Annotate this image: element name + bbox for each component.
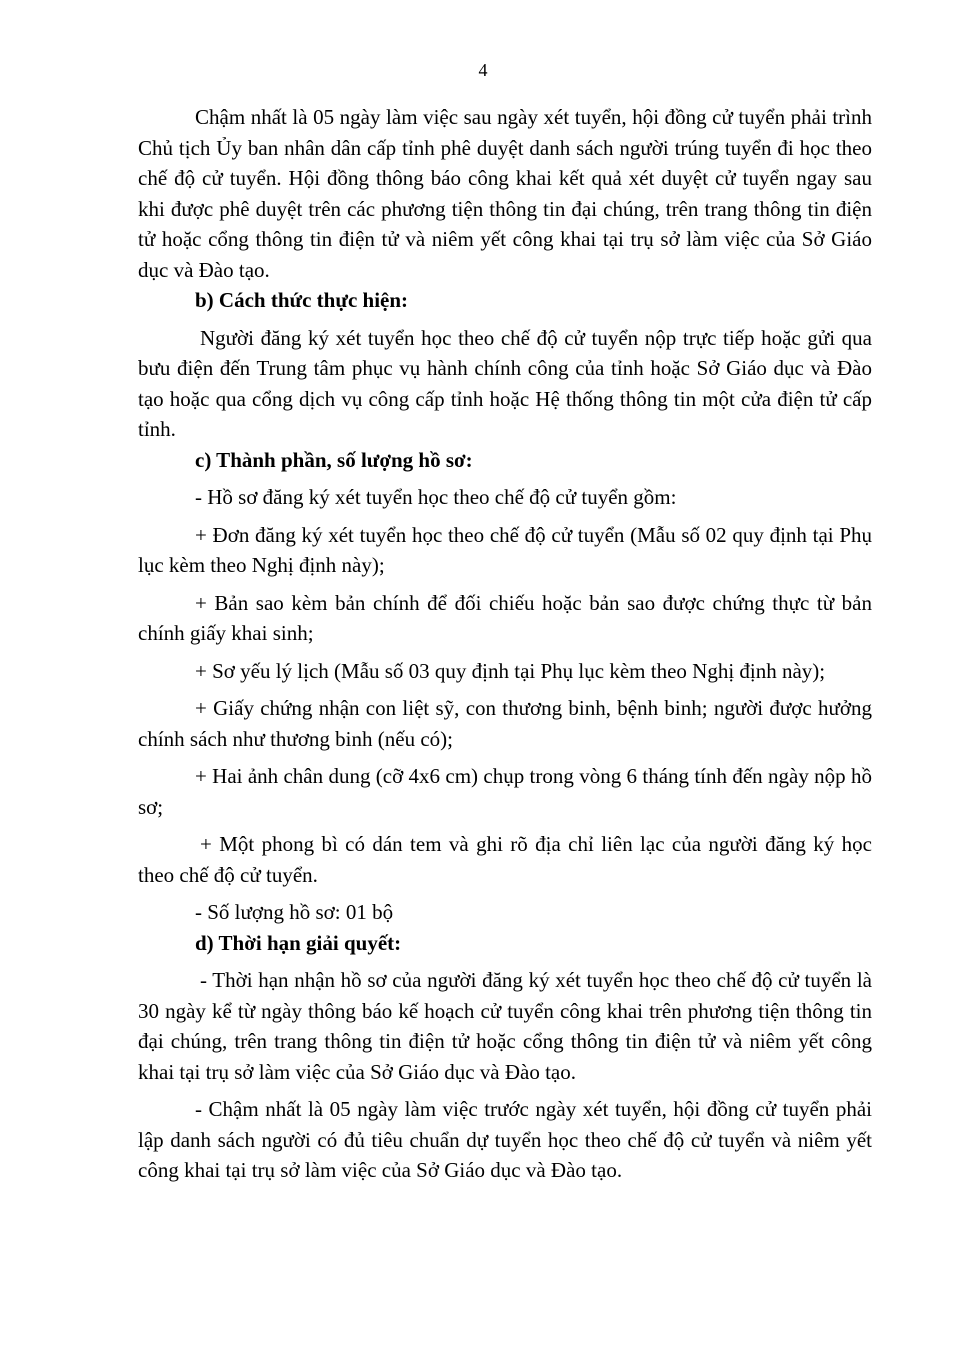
list-item-application-form: + Đơn đăng ký xét tuyển học theo chế độ cử tuyển (Mẫu số 02 quy định tại Phụ lục kèm theo Nghị định này); <box>138 522 872 577</box>
heading-dossier-components: c) Thành phần, số lượng hồ sơ: <box>195 447 473 472</box>
document-body <box>138 102 872 1186</box>
heading-processing-time: d) Thời hạn giải quyết: <box>195 930 402 955</box>
paragraph-receiving-deadline: - Thời hạn nhận hồ sơ của người đăng ký xét tuyển học theo chế độ cử tuyển là 30 ngày kể từ ngày thông báo kế hoạch cử tuyển công khai trên phương tiện thông tin đại chúng, trên trang thông tin điện tử hoặc cổng thông tin điện tử và niêm yết công khai tại trụ sở làm việc của Sở Giáo dục và Đào tạo. <box>138 968 872 1084</box>
paragraph-submission-method: Người đăng ký xét tuyển học theo chế độ cử tuyển nộp trực tiếp hoặc gửi qua bưu điện đến Trung tâm phục vụ hành chính công của tỉnh hoặc Sở Giáo dục và Đào tạo hoặc qua cổng dịch vụ công cấp tỉnh hoặc Hệ thống thông tin một cửa điện tử cấp tỉnh. <box>138 325 872 441</box>
page-number: 4 <box>478 60 488 80</box>
paragraph-dossier-intro: - Hồ sơ đăng ký xét tuyển học theo chế độ cử tuyển gồm: <box>195 485 677 509</box>
list-item-birth-certificate: + Bản sao kèm bản chính để đối chiếu hoặc bản sao được chứng thực từ bản chính giấy khai sinh; <box>138 590 872 645</box>
paragraph-approval-deadline: Chậm nhất là 05 ngày làm việc sau ngày xét tuyển, hội đồng cử tuyển phải trình Chủ tịch Ủy ban nhân dân cấp tỉnh phê duyệt danh sách người trúng tuyển đi học theo chế độ cử tuyển. Hội đồng thông báo công khai kết quả xét duyệt cử tuyển ngay sau khi được phê duyệt trên các phương tiện thông tin đại chúng, trên trang thông tin điện tử hoặc cổng thông tin điện tử và niêm yết công khai tại trụ sở làm việc của Sở Giáo dục và Đào tạo. <box>138 105 872 282</box>
list-item-resume: + Sơ yếu lý lịch (Mẫu số 03 quy định tại Phụ lục kèm theo Nghị định này); <box>195 658 826 683</box>
list-item-photos: + Hai ảnh chân dung (cỡ 4x6 cm) chụp trong vòng 6 tháng tính đến ngày nộp hồ sơ; <box>138 764 872 819</box>
list-item-certificate: + Giấy chứng nhận con liệt sỹ, con thương binh, bệnh binh; người được hưởng chính sách như thương binh (nếu có); <box>138 696 872 751</box>
paragraph-dossier-quantity: - Số lượng hồ sơ: 01 bộ <box>195 900 394 924</box>
list-item-envelope: + Một phong bì có dán tem và ghi rõ địa chỉ liên lạc của người đăng ký học theo chế độ cử tuyển. <box>138 832 872 887</box>
paragraph-list-deadline: - Chậm nhất là 05 ngày làm việc trước ngày xét tuyển, hội đồng cử tuyển phải lập danh sách người có đủ tiêu chuẩn dự tuyển học theo chế độ cử tuyển và niêm yết công khai tại trụ sở làm việc của Sở Giáo dục và Đào tạo. <box>138 1097 872 1182</box>
heading-implementation-method: b) Cách thức thực hiện: <box>195 288 409 312</box>
